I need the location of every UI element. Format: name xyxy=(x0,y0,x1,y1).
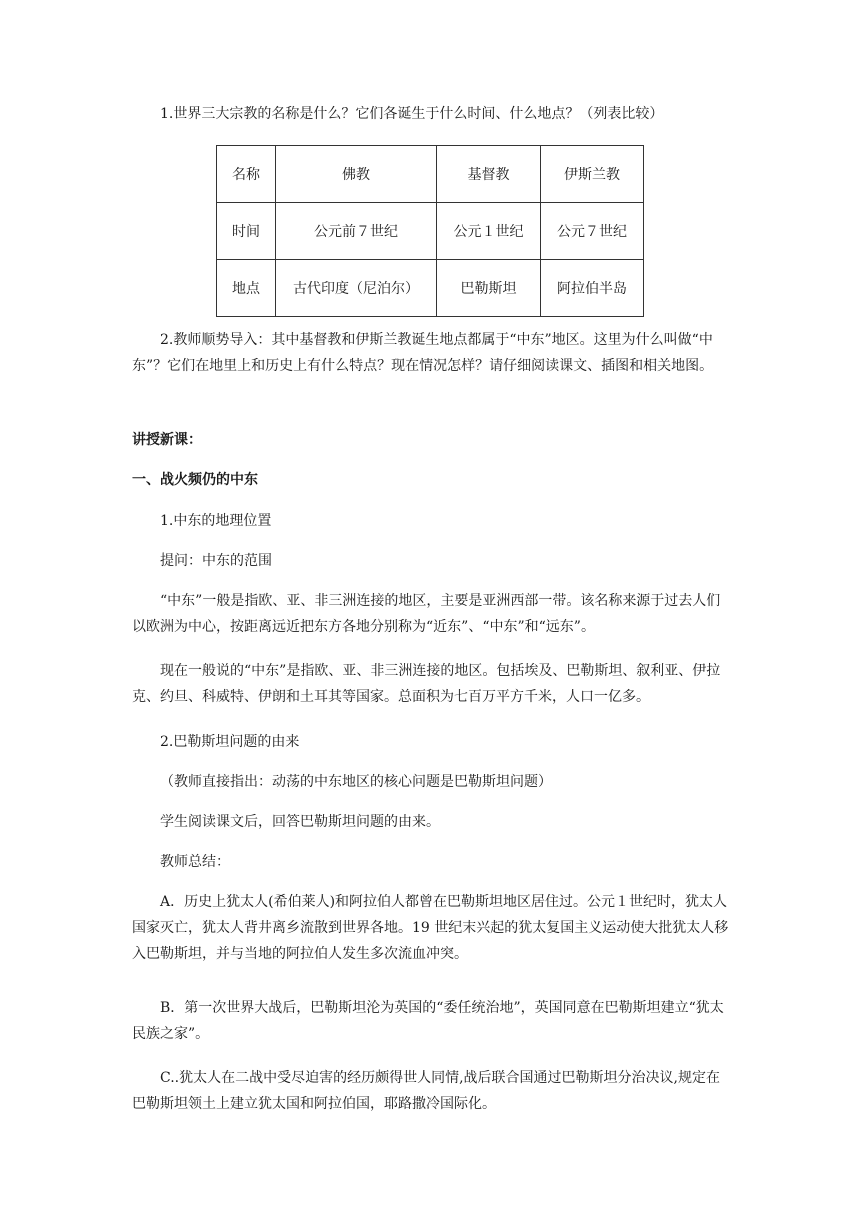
table-cell: 伊斯兰教 xyxy=(541,146,644,203)
religion-table xyxy=(216,145,644,317)
student-task: 学生阅读课文后，回答巴勒斯坦问题的由来。 xyxy=(160,814,440,830)
paragraph-current-usage: 现在一般说的“中东”是指欧、亚、非三洲连接的地区。包括埃及、巴勒斯坦、叙利亚、伊拉克、约旦、科威特、伊朗和土耳其等国家。总面积为七百万平方千米，人口一亿多。 xyxy=(132,663,721,705)
intro-question: 1.世界三大宗教的名称是什么？它们各诞生于什么时间、什么地点？（列表比较） xyxy=(160,106,664,122)
table-row xyxy=(217,260,644,317)
intro-paragraph-2: 2.教师顺势导入：其中基督教和伊斯兰教诞生地点都属于“中东”地区。这里为什么叫做“中东”？它们在地里上和历史上有什么特点？现在情况怎样？请仔细阅读课文、插图和相关地图。 xyxy=(132,332,714,374)
subheading-1: 1.中东的地理位置 xyxy=(160,513,272,529)
heading-new-lesson: 讲授新课： xyxy=(132,432,202,448)
table-cell: 巴勒斯坦 xyxy=(437,260,541,317)
table-header-row xyxy=(217,146,644,203)
teacher-note: （教师直接指出：动荡的中东地区的核心问题是巴勒斯坦问题） xyxy=(160,774,552,790)
table-cell: 古代印度（尼泊尔） xyxy=(276,260,437,317)
table-cell: 公元前７世纪 xyxy=(276,203,437,260)
table-cell: 时间 xyxy=(217,203,276,260)
table-cell: 佛教 xyxy=(276,146,437,203)
point-c: C..犹太人在二战中受尽迫害的经历颇得世人同情,战后联合国通过巴勒斯坦分治决议,规定在巴勒斯坦领土上建立犹太国和阿拉伯国，耶路撒冷国际化。 xyxy=(132,1070,721,1112)
question-scope: 提问：中东的范围 xyxy=(160,553,272,569)
section-heading-1: 一、战火频仍的中东 xyxy=(132,472,258,488)
point-a: A．历史上犹太人(希伯莱人)和阿拉伯人都曾在巴勒斯坦地区居住过。公元１世纪时，犹太人国家灭亡，犹太人背井离乡流散到世界各地。19 世纪末兴起的犹太复国主义运动使大批犹太人移入巴勒斯坦，并与当地的阿拉伯人发生多次流血冲突。 xyxy=(132,894,729,962)
point-b: B．第一次世界大战后，巴勒斯坦沦为英国的“委任统治地”，英国同意在巴勒斯坦建立“犹太民族之家”。 xyxy=(132,1000,724,1042)
table-cell: 地点 xyxy=(217,260,276,317)
table-cell: 公元１世纪 xyxy=(437,203,541,260)
table-cell: 名称 xyxy=(217,146,276,203)
table-cell: 基督教 xyxy=(437,146,541,203)
paragraph-definition: “中东”一般是指欧、亚、非三洲连接的地区，主要是亚洲西部一带。该名称来源于过去人们以欧洲为中心，按距离远近把东方各地分别称为“近东”、“中东”和“远东”。 xyxy=(132,593,721,635)
table-cell: 公元７世纪 xyxy=(541,203,644,260)
table-row xyxy=(217,203,644,260)
teacher-summary: 教师总结： xyxy=(160,854,230,870)
table-cell: 阿拉伯半岛 xyxy=(541,260,644,317)
subheading-2: 2.巴勒斯坦问题的由来 xyxy=(160,734,300,750)
